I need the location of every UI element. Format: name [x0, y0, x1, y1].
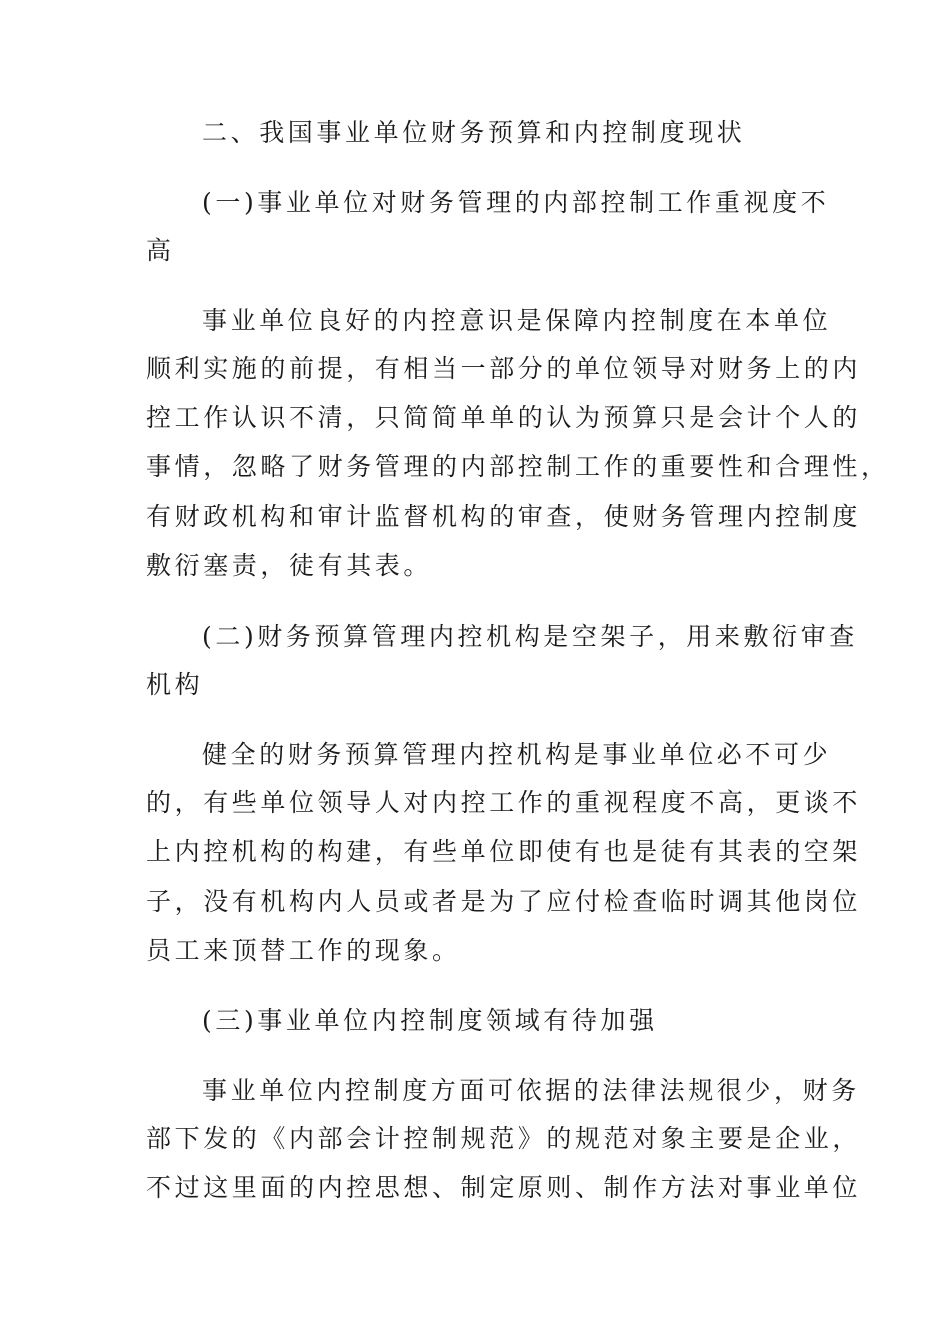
paragraph-3-line-2: 部下发的《内部会计控制规范》的规范对象主要是企业， — [146, 1124, 862, 1153]
paragraph-2-line-1: 健全的财务预算管理内控机构是事业单位必不可少 — [202, 740, 832, 769]
paragraph-2-line-4: 子，没有机构内人员或者是为了应付检查临时调其他岗位 — [146, 887, 862, 916]
paragraph-2-line-5: 员工来顶替工作的现象。 — [146, 936, 461, 965]
paragraph-1-line-6: 敷衍塞责，徒有其表。 — [146, 551, 433, 580]
paragraph-3-line-3: 不过这里面的内控思想、制定原则、制作方法对事业单位 — [146, 1173, 862, 1202]
paragraph-3-line-1: 事业单位内控制度方面可依据的法律法规很少，财务 — [202, 1076, 860, 1105]
paragraph-2-line-2: 的，有些单位领导人对内控工作的重视程度不高，更谈不 — [146, 788, 862, 817]
paragraph-1-line-1: 事业单位良好的内控意识是保障内控制度在本单位 — [202, 306, 832, 335]
paragraph-2-line-3: 上内控机构的构建，有些单位即使有也是徒有其表的空架 — [146, 837, 862, 866]
subsection-title-1-line-1: (一)事业单位对财务管理的内部控制工作重视度不 — [202, 188, 830, 217]
subsection-title-2-line-2: 机构 — [146, 670, 204, 699]
paragraph-1-line-2: 顺利实施的前提，有相当一部分的单位领导对财务上的内 — [146, 354, 862, 383]
subsection-title-2-line-1: (二)财务预算管理内控机构是空架子，用来敷衍审查 — [202, 622, 858, 651]
subsection-title-1-line-2: 高 — [146, 236, 175, 265]
paragraph-1-line-5: 有财政机构和审计监督机构的审查，使财务管理内控制度 — [146, 502, 862, 531]
subsection-title-3: (三)事业单位内控制度领域有待加强 — [202, 1006, 658, 1035]
paragraph-1-line-4: 事情，忽略了财务管理的内部控制工作的重要性和合理性， — [146, 452, 890, 481]
section-heading: 二、我国事业单位财务预算和内控制度现状 — [202, 118, 746, 147]
paragraph-1-line-3: 控工作认识不清，只简简单单的认为预算只是会计个人的 — [146, 403, 862, 432]
